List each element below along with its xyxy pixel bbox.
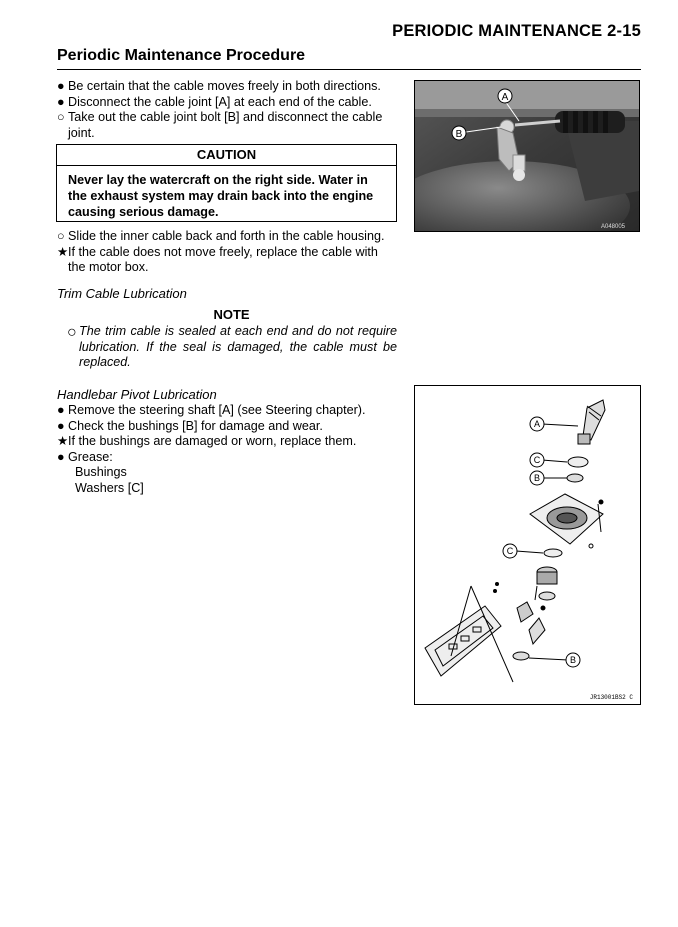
note-text: The trim cable is sealed at each end and do not require lubrication. If the seal is damaged, the cable must be replaced. (79, 324, 397, 370)
step-item (57, 419, 366, 435)
step-text: Disconnect the cable joint [A] at each end of the cable. (68, 94, 372, 109)
figure-code: JR13001BS2 C (589, 694, 633, 701)
caution-line: Never lay the watercraft on the right side. Water in (68, 173, 368, 187)
step-item (57, 245, 384, 261)
label-b: B (533, 473, 541, 483)
caution-line: causing serious damage. (68, 205, 219, 219)
step-text: Take out the cable joint bolt [B] and disconnect the cable (68, 110, 383, 125)
cable-joint-photo (414, 80, 640, 232)
section-title: Periodic Maintenance Procedure (57, 47, 306, 64)
caution-title: CAUTION (57, 145, 396, 166)
step-text: Check the bushings [B] for damage and wear. (68, 418, 323, 433)
caution-body (57, 166, 396, 220)
step-text: the motor box. (68, 260, 149, 275)
step-text: Remove the steering shaft [A] (see Steering chapter). (68, 403, 366, 417)
step-list (57, 79, 382, 141)
step-item (57, 95, 382, 111)
label-a: A (533, 419, 541, 429)
step-item (57, 110, 382, 126)
step-text: Be certain that the cable moves freely in both directions. (68, 79, 381, 93)
step-item (57, 229, 384, 245)
handlebar-steps (57, 403, 366, 497)
label-b: B (455, 129, 463, 140)
trim-heading: Trim Cable Lubrication (57, 286, 187, 301)
note-body (79, 324, 397, 371)
bullet-marker: ○ (57, 229, 65, 243)
bullet-marker: ○ (57, 110, 65, 125)
caution-box (56, 144, 397, 222)
label-c: C (533, 455, 541, 465)
step-item (57, 434, 366, 450)
label-c: C (506, 546, 514, 556)
step-item (57, 403, 366, 419)
page-header: PERIODIC MAINTENANCE 2-15 (392, 22, 641, 40)
caution-line: the exhaust system may drain back into the engine (68, 189, 374, 203)
bullet-marker: ● (57, 418, 65, 433)
exploded-view-illustration (415, 386, 640, 704)
step-text: joint. (68, 125, 95, 140)
bullet-marker: ● (57, 449, 65, 464)
step-item (57, 260, 384, 276)
step-item (57, 79, 382, 95)
cable-joint-illustration (415, 81, 639, 231)
step-list-2 (57, 229, 384, 276)
step-item (57, 450, 366, 466)
bullet-marker: ● (57, 403, 65, 417)
section-rule (57, 69, 641, 70)
step-text: Slide the inner cable back and forth in the cable housing. (68, 229, 385, 243)
step-text: If the bushings are damaged or worn, replace them. (68, 434, 357, 449)
bullet-marker: ● (57, 94, 65, 109)
label-a: A (501, 92, 509, 103)
bullet-marker: ★ (57, 244, 69, 259)
label-b: B (569, 655, 577, 665)
bullet-marker: ● (57, 79, 65, 93)
step-text: Grease: (68, 449, 113, 464)
grease-item: Washers [C] (75, 480, 144, 495)
note-marker: ○ (67, 324, 77, 341)
grease-item: Bushings (75, 465, 127, 480)
bullet-marker: ★ (57, 434, 69, 449)
figure-code: A048005 (601, 224, 626, 230)
note-title: NOTE (213, 307, 250, 322)
step-item (57, 126, 382, 142)
handlebar-pivot-diagram (414, 385, 641, 705)
step-text: If the cable does not move freely, replace the cable with (68, 244, 378, 259)
handlebar-heading: Handlebar Pivot Lubrication (57, 387, 217, 402)
